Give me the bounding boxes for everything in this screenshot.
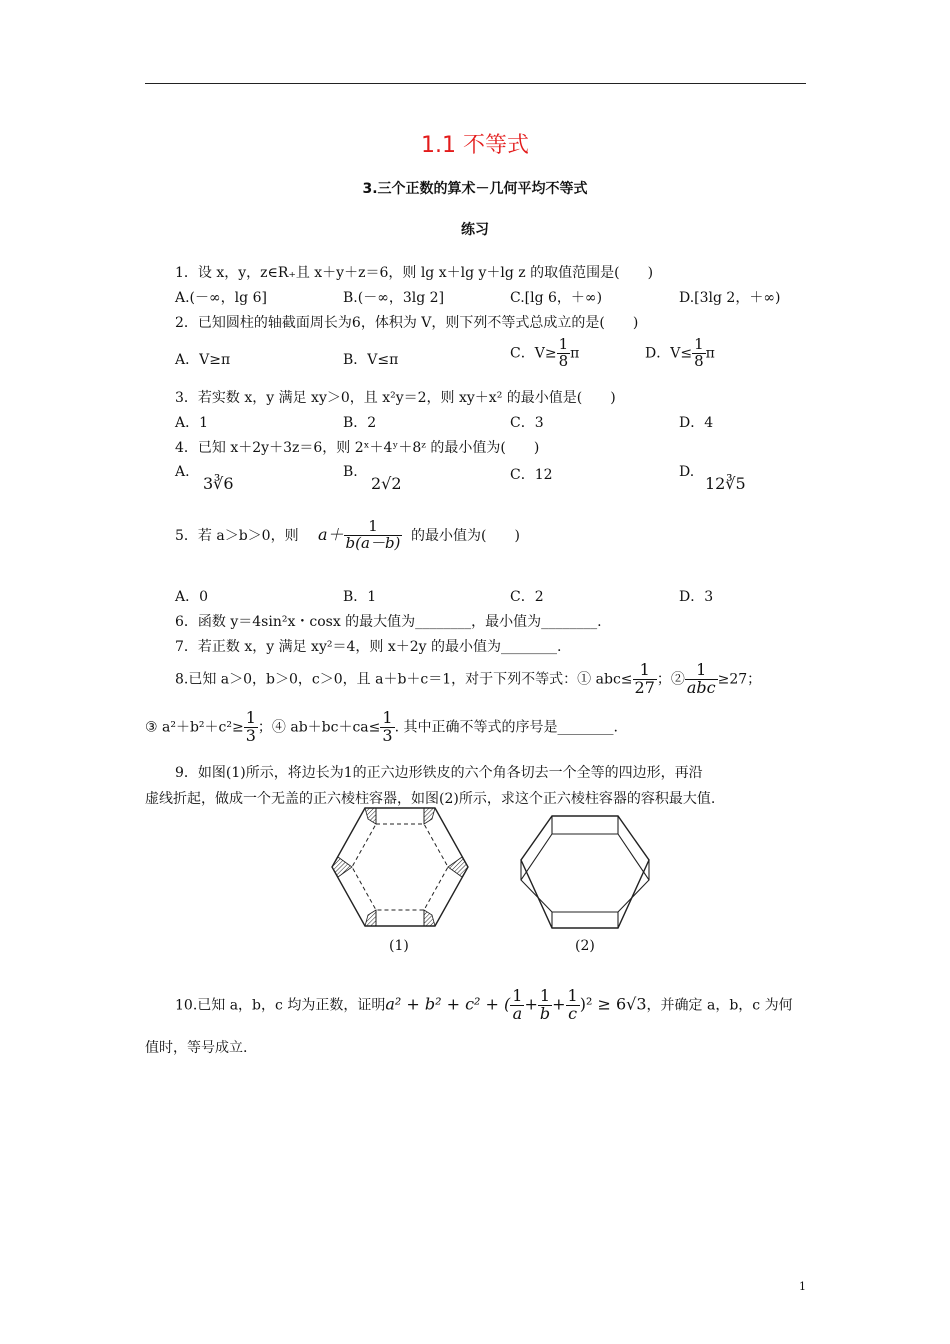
question-3-option-a: A．1 bbox=[175, 415, 209, 431]
question-3-stem: 3．若实数 x，y 满足 xy＞0，且 x²y＝2，则 xy＋x² 的最小值是( ) bbox=[175, 390, 616, 406]
question-2-option-b: B．V≤π bbox=[343, 352, 399, 368]
question-10-line-2: 值时，等号成立. bbox=[145, 1040, 248, 1056]
question-10-line-1: 10.已知 a，b，c 均为正数，证明a² + b² + c² + ( $\frac{1}{a}$ + $\frac{1}{b}$ + $\frac{1}{c}$ )² ≥ 6√3，并确定 a，b，c 为何 bbox=[175, 986, 793, 1023]
fraction: $\frac{1}{3}$ bbox=[382, 708, 393, 745]
question-4-option-b-value: 2√2 bbox=[371, 474, 402, 493]
header-rule bbox=[145, 83, 806, 84]
fraction: $\frac{1}{a}$ bbox=[512, 986, 523, 1023]
question-6-stem: 6．函数 y＝4sin²x・cosx 的最大值为________，最小值为________. bbox=[175, 614, 602, 630]
question-4-stem: 4．已知 x＋2y＋3z＝6，则 2ˣ＋4ʸ＋8ᶻ 的最小值为( ) bbox=[175, 440, 540, 456]
question-4-option-a-label: A. bbox=[175, 464, 190, 480]
question-2-stem: 2．已知圆柱的轴截面周长为6，体积为 V，则下列不等式总成立的是( ) bbox=[175, 315, 639, 331]
question-1-option-d: D.[3lg 2，＋∞) bbox=[679, 290, 781, 306]
question-3-option-c: C．3 bbox=[510, 415, 544, 431]
question-4-option-a-value: 3∛6 bbox=[203, 474, 234, 493]
fraction: $\frac{1}{b}$ bbox=[539, 986, 551, 1023]
question-8-line-2: ③ a²＋b²＋c²≥ $\frac{1}{3}$ ；④ ab＋bc＋ca≤ $\frac{1}{3}$ . 其中正确不等式的序号是________. bbox=[145, 708, 618, 745]
question-1-option-b: B.(－∞，3lg 2] bbox=[343, 290, 445, 306]
question-1-option-a: A.(－∞，lg 6] bbox=[175, 290, 267, 306]
page-title: 1.1 不等式 bbox=[421, 133, 529, 158]
question-4-option-d-value: 12∛5 bbox=[705, 474, 746, 493]
question-8-line-1: 8.已知 a＞0，b＞0，c＞0，且 a＋b＋c＝1，对于下列不等式：① abc≤ $\frac{1}{27}$ ；② $\frac{1}{\text{abc}}$ ≥27； bbox=[175, 660, 762, 697]
section-heading: 练习 bbox=[461, 222, 489, 238]
fraction: $\frac{1}{\text{abc}}$ bbox=[686, 660, 716, 697]
fraction: $\frac{1}{8}$ bbox=[558, 335, 569, 370]
question-2-option-a: A．V≥π bbox=[175, 352, 231, 368]
question-5-option-c: C．2 bbox=[510, 589, 544, 605]
question-5-option-d: D．3 bbox=[679, 589, 714, 605]
question-4-option-c: C．12 bbox=[510, 467, 553, 483]
question-7-stem: 7．若正数 x，y 满足 xy²＝4，则 x＋2y 的最小值为________. bbox=[175, 639, 562, 655]
question-2-option-d: D．V≤ $\frac{1}{8}$ π bbox=[645, 335, 715, 370]
question-4-option-d-label: D. bbox=[679, 464, 695, 480]
page-number: 1 bbox=[799, 1280, 806, 1293]
lesson-subtitle: 3.三个正数的算术－几何平均不等式 bbox=[362, 181, 588, 197]
question-5-option-a: A．0 bbox=[175, 589, 209, 605]
question-2-option-c: C．V≥ $\frac{1}{8}$ π bbox=[510, 335, 580, 370]
figure-2-hexagonal-prism bbox=[515, 808, 655, 933]
question-1-stem: 1．设 x，y，z∈R₊且 x＋y＋z＝6，则 lg x＋lg y＋lg z 的取值范围是( ) bbox=[175, 265, 654, 281]
question-9-line-2: 虚线折起，做成一个无盖的正六棱柱容器，如图(2)所示，求这个正六棱柱容器的容积最大值. bbox=[145, 791, 716, 807]
question-5-stem-prefix: 5．若 a＞b＞0，则 bbox=[175, 528, 299, 544]
figure-2-label: (2) bbox=[575, 938, 595, 954]
fraction: $\frac{1}{27}$ bbox=[634, 660, 655, 697]
fraction: $\frac{1}{b(a-b)}$ bbox=[345, 517, 401, 552]
question-4-option-b-label: B. bbox=[343, 464, 358, 480]
question-3-option-b: B．2 bbox=[343, 415, 377, 431]
fraction: $\frac{1}{8}$ bbox=[694, 335, 704, 370]
question-5-expression: a＋ $\frac{1}{b(a-b)}$ bbox=[318, 517, 401, 552]
figure-1-hexagon-sheet bbox=[330, 805, 470, 930]
question-9-line-1: 9．如图(1)所示，将边长为1的正六边形铁皮的六个角各切去一个全等的四边形，再沿 bbox=[175, 765, 703, 781]
fraction: $\frac{1}{3}$ bbox=[245, 708, 256, 745]
question-5-stem-suffix: 的最小值为( ) bbox=[411, 528, 520, 544]
figure-1-label: (1) bbox=[389, 938, 409, 954]
fraction: $\frac{1}{c}$ bbox=[567, 986, 578, 1023]
question-3-option-d: D．4 bbox=[679, 415, 714, 431]
question-5-option-b: B．1 bbox=[343, 589, 377, 605]
question-1-option-c: C.[lg 6，＋∞) bbox=[510, 290, 603, 306]
